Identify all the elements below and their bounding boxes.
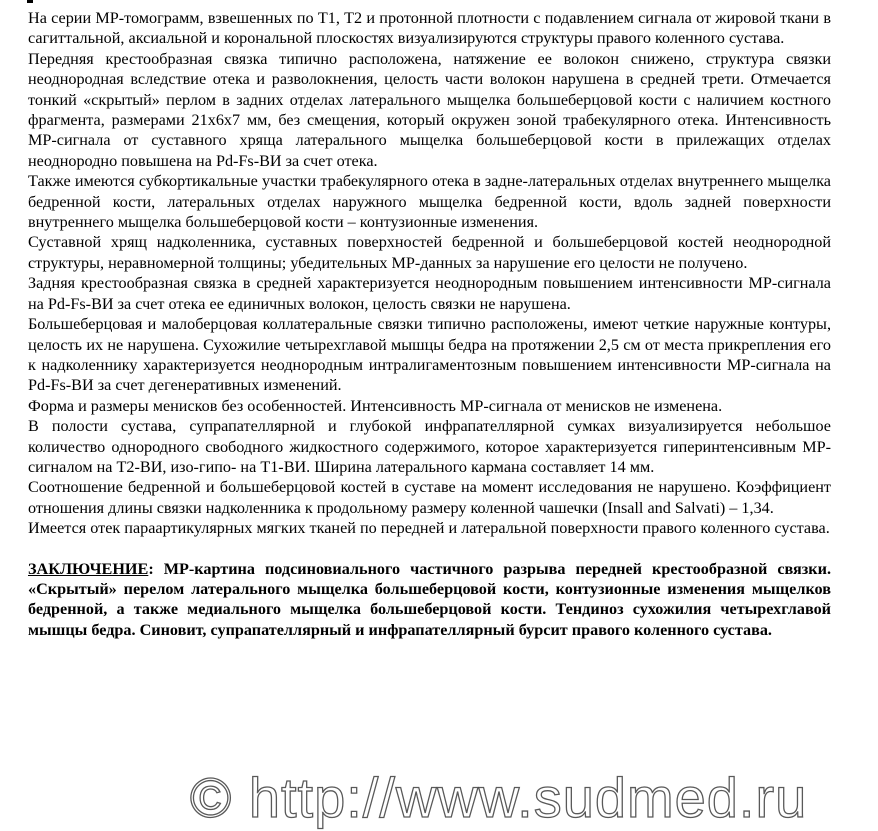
report-paragraph-3: Также имеются субкортикальные участки трабекулярного отека в задне-латеральных отделах внутреннего мыщелка бедренной кости, латеральных отделах наружного мыщелка бедренной кости, вдоль задней поверхности внутреннего мыщелка большеберцовой кости – контузионные изменения.	[28, 172, 831, 232]
site-watermark: © http://www.sudmed.ru	[190, 766, 808, 829]
conclusion-text: : МР-картина подсиновиального частичного разрыва передней крестообразной связки. «Скрытый» перелом латерального мыщелка большеберцовой кости, контузионные изменения мыщелков бедренной, а также медиального мыщелка большеберцовой кости. Тендиноз сухожилия четырехглавой мышцы бедра. Синовит, супрапателлярный и инфрапателлярный бурсит правого коленного сустава.	[28, 559, 831, 639]
report-paragraph-7: Форма и размеры менисков без особенностей. Интенсивность МР-сигнала от менисков не изменена.	[28, 396, 723, 415]
report-paragraph-2: Передняя крестообразная связка типично расположена, натяжение ее волокон снижено, структура связки неоднородная вследствие отека и разволокнения, целость части волокон нарушена в средней трети. Отмечается тонкий «скрытый» перлом в задних отделах латерального мыщелка большеберцовой кости с наличием костного фрагмента, размерами 21х6х7 мм, без смещения, который окружен зоной трабекулярного отека. Интенсивность МР-сигнала от суставного хряща латерального мыщелка большеберцовой кости в прилежащих отделах неоднородно повышена на Pd-Fs-ВИ за счет отека.	[28, 49, 831, 170]
report-paragraph-6: Большеберцовая и малоберцовая коллатеральные связки типично расположены, имеют четкие наружные контуры, целость их не нарушена. Сухожилие четырехглавой мышцы бедра на протяжении 2,5 см от места прикрепления его к надколеннику характеризуется неоднородным интралигаментозным повышением интенсивности МР-сигнала на Pd-Fs-ВИ за счет дегенеративных изменений.	[28, 315, 831, 395]
report-document	[28, 8, 831, 640]
conclusion-heading: ЗАКЛЮЧЕНИЕ	[28, 559, 149, 578]
conclusion-paragraph	[28, 559, 831, 641]
page-corner-mark	[27, 0, 33, 3]
report-paragraph-9: Соотношение бедренной и большеберцовой костей в суставе на момент исследования не нарушено. Коэффициент отношения длины связки надколенника к продольному размеру коленной чашечки (Insall and Salvati) – 1,34.	[28, 478, 831, 517]
report-paragraph-10: Имеется отек параартикулярных мягких тканей по передней и латеральной поверхности правого коленного сустава.	[28, 519, 830, 538]
report-paragraph-4: Суставной хрящ надколенника, суставных поверхностей бедренной и большеберцовой костей неоднородной структуры, неравномерной толщины; убедительных МР-данных за нарушение его целости не получено.	[28, 233, 831, 272]
section-spacer	[28, 539, 831, 559]
report-paragraph-5: Задняя крестообразная связка в средней характеризуется неоднородным повышением интенсивности МР-сигнала на Pd-Fs-ВИ за счет отека ее единичных волокон, целость связки не нарушена.	[28, 274, 831, 313]
report-paragraph-1: На серии МР-томограмм, взвешенных по Т1, Т2 и протонной плотности с подавлением сигнала от жировой ткани в сагиттальной, аксиальной и корональной плоскостях визуализируются структуры правого коленного сустава.	[28, 9, 831, 48]
report-paragraph-8: В полости сустава, супрапателлярной и глубокой инфрапателлярной сумках визуализируется небольшое количество однородного свободного жидкостного содержимого, которое характеризуется гиперинтенсивным МР-сигналом на Т2-ВИ, изо-гипо- на Т1-ВИ. Ширина латерального кармана составляет 14 мм.	[28, 417, 831, 476]
